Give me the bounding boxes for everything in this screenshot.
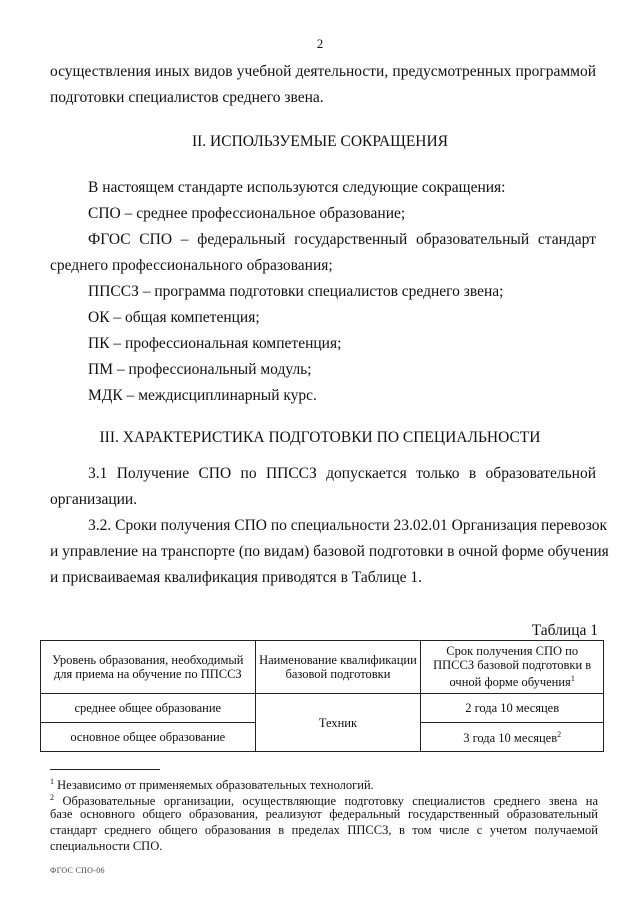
para-3-2-line-2: и управление на транспорте (по видам) базовой подготовки в очной форме обучения — [50, 543, 609, 560]
table-header-row — [41, 641, 604, 694]
footnote-separator — [50, 769, 160, 770]
table-row — [41, 694, 604, 723]
abbr-ok: ОК – общая компетенция; — [88, 309, 260, 326]
qualification-table — [40, 640, 604, 752]
abbreviations-intro: В настоящем стандарте используются следующие сокращения: — [88, 179, 506, 196]
abbr-pk: ПК – профессиональная компетенция; — [88, 335, 342, 352]
para-3-2-line-3: и присваиваемая квалификация приводятся в Таблице 1. — [50, 569, 423, 586]
footnote-2-line-1: $^2$ Образовательные организации, осуществляющие подготовку специалистов среднего звена на — [50, 793, 598, 809]
abbr-pm: ПМ – профессиональный модуль; — [88, 361, 312, 378]
cell-duration: 3 года 10 месяцев$^2$ — [421, 723, 604, 752]
abbr-spo: СПО – среднее профессиональное образование; — [88, 205, 406, 222]
section-2-heading: II. ИСПОЛЬЗУЕМЫЕ СОКРАЩЕНИЯ — [191, 133, 449, 150]
abbr-ppssz: ППССЗ – программа подготовки специалистов среднего звена; — [88, 283, 504, 300]
cell-education-level: основное общее образование — [41, 723, 256, 752]
cell-qualification: Техник — [255, 694, 421, 752]
footnote-1-text: Независимо от применяемых образовательных технологий. — [57, 778, 374, 793]
para-3-1-line-2: организации. — [50, 491, 138, 508]
footnote-1-mark: 1 — [50, 777, 54, 786]
footnote-ref-2: 2 — [557, 730, 562, 740]
header-duration: Срок получения СПО по ППССЗ базовой подготовки в очной форме обучения$^1$ — [421, 641, 604, 694]
intro-line-2: подготовки специалистов среднего звена. — [50, 89, 324, 106]
table-caption: Таблица 1 — [531, 622, 598, 639]
intro-line-1: осуществления иных видов учебной деятельности, предусмотренных программой — [50, 63, 596, 80]
footer-label: ФГОС СПО-06 — [50, 866, 105, 875]
para-3-2-line-1: 3.2. Сроки получения СПО по специальности 23.02.01 Организация перевозок — [88, 517, 608, 534]
abbr-mdk: МДК – междисциплинарный курс. — [88, 387, 317, 404]
para-3-1-line-1: 3.1 Получение СПО по ППССЗ допускается только в образовательной — [88, 465, 596, 482]
abbr-fgos-line-1: ФГОС СПО – федеральный государственный образовательный стандарт — [88, 231, 596, 248]
cell-duration: 2 года 10 месяцев — [421, 694, 604, 723]
footnote-2-mark: 2 — [50, 793, 54, 802]
footnote-2-line-3: стандарт среднего общего образования в пределах ППССЗ, в том числе с учетом получаемой — [50, 823, 598, 837]
footnote-2-line-2: базе основного общего образования, реализуют федеральный государственный образовательный — [50, 807, 598, 821]
section-3-heading: III. ХАРАКТЕРИСТИКА ПОДГОТОВКИ ПО СПЕЦИАЛЬНОСТИ — [99, 429, 541, 446]
abbr-fgos-line-2: среднего профессионального образования; — [50, 257, 333, 274]
cell-education-level: среднее общее образование — [41, 694, 256, 723]
header-education-level: Уровень образования, необходимый для приема на обучение по ППССЗ — [41, 641, 256, 694]
footnote-ref-1: 1 — [570, 674, 575, 684]
footnote-2-line-4: специальности СПО. — [50, 839, 163, 853]
header-qualification: Наименование квалификации базовой подготовки — [255, 641, 421, 694]
page-number: 2 — [316, 36, 324, 51]
